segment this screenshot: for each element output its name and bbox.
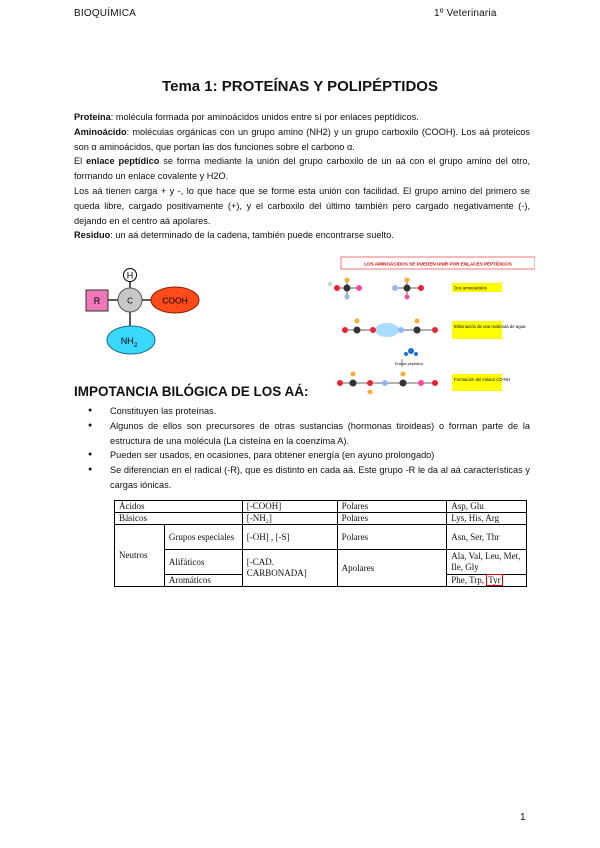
text-enlace-pre: El (74, 156, 87, 167)
cell-group: [-OH] , [-S] (242, 525, 337, 550)
text-enlace: se forma mediante la unión del grupo carboxilo de un aá con el grupo amino del otro, formando un enlace covalente y H2O. (74, 156, 530, 182)
intro-text (74, 110, 530, 243)
paragraph-residuo (74, 228, 530, 243)
examples-text: Phe, Trp, (451, 575, 487, 585)
molecule-1 (328, 278, 362, 300)
amino-acid-table (114, 500, 527, 587)
cell-label: Aromáticos (164, 575, 242, 587)
label-enlace-small: Enlace peptídico (395, 362, 424, 366)
molecule-row2 (342, 319, 438, 357)
cell-examples (447, 575, 527, 587)
cell-label: Ácidos (115, 501, 243, 513)
section-heading: IMPOTANCIA BILÓGICA DE LOS AÁ: (74, 384, 309, 399)
paragraph-enlace (74, 154, 530, 184)
term-aminoacido: Aminoácido (74, 126, 127, 137)
figure-title: LOS AMINOÁCIDOS SE PUEDEN UNIR POR ENLACES PEPTÍDICOS (364, 261, 512, 267)
amino-label-nh: NH (120, 336, 134, 346)
amino-acid-diagram (80, 262, 230, 362)
cell-group: [-CAD. CARBONADA] (242, 550, 337, 587)
cell-label: Básicos (115, 513, 243, 525)
cell-type: Polares (337, 501, 447, 513)
page-number: 1 (520, 812, 526, 823)
cell-group: [-COOH] (242, 501, 337, 513)
cell-examples: Asp, Glu (447, 501, 527, 513)
page-title: Tema 1: PROTEÍNAS Y POLIPÉPTIDOS (162, 78, 438, 95)
label-water-elimination-text: Eliminación de una molécula de agua (454, 324, 526, 329)
list-item: ● Se diferencian en el radical (-R), que es distinto en cada aá. Este grupo -R le da al aá características y cargas iónicas. (74, 463, 530, 493)
text-proteina: : molécula formada por aminoácidos unidos entre sí por enlaces peptídicos. (110, 112, 419, 122)
cell-label: Grupos especiales (164, 525, 242, 550)
cell-type: Apolares (337, 550, 447, 587)
carboxyl-label: COOH (162, 295, 188, 306)
amino-label-sub: 2 (133, 342, 138, 349)
molecule-2 (392, 278, 424, 300)
hydrogen-label: H (126, 270, 134, 281)
label-water-elimination (454, 324, 526, 329)
cell-group: [-NH₂] (242, 513, 337, 525)
r-group-label: R (93, 296, 101, 306)
list-item: ● Constituyen las proteínas. (74, 404, 530, 419)
cell-type: Polares (337, 525, 447, 550)
header-right: 1º Veterinaria (434, 8, 497, 19)
term-proteina: Proteína (74, 112, 111, 122)
label-two-aminoacids: Dos aminoácidos (454, 285, 487, 291)
table-row (115, 501, 527, 513)
list-item: ● Algunos de ellos son precursores de otras sustancias (hormonas tiroideas) o forman parte de la estructura de una molécula (La cisteína en la coenzima A). (74, 419, 530, 449)
paragraph-carga: Los aá tienen carga + y -, lo que hace que se forme esta unión con facilidad. El grupo amino del primero se queda libre, cargado positivamente (+), y el carboxilo del último también pero cargado negativamente (-), dejando en el centro aá apolares. (74, 185, 530, 226)
carbon-label: C (127, 296, 133, 306)
cell-examples: Ala, Val, Leu, Met, Ile, Gly (447, 550, 527, 575)
importance-list (74, 404, 530, 493)
peptide-bond-figure (325, 255, 535, 405)
text-residuo: : un aá determinado de la cadena, también puede encontrarse suelto. (110, 230, 394, 241)
cell-label: Alifáticos (164, 550, 242, 575)
text-aminoacido: : moléculas orgánicas con un grupo amino (NH2) y un grupo carboxilo (COOH). Los aá proteicos son α aminoácidos, que portan las dos funciones sobre el carbono α. (74, 126, 530, 152)
table-row (115, 525, 527, 550)
table-row (115, 513, 527, 525)
paragraph-aminoacido (74, 125, 530, 155)
table-row (115, 550, 527, 575)
term-residuo: Residuo (74, 230, 111, 241)
cell-type: Polares (337, 513, 447, 525)
molecule-row3 (337, 372, 438, 395)
paragraph-proteina (74, 110, 530, 125)
tyr-highlight: Tyr (488, 575, 501, 585)
cell-examples: Lys, His, Arg (447, 513, 527, 525)
list-item: ● Pueden ser usados, en ocasiones, para obtener energía (en ayuno prolongado) (74, 448, 530, 463)
cell-neutros: Neutros (115, 525, 165, 587)
header-left: BIOQUÍMICA (74, 8, 137, 19)
cell-examples: Asn, Ser, Thr (447, 525, 527, 550)
term-enlace: enlace peptídico (86, 156, 160, 167)
label-co-nh: Formación del enlace CO-NH (454, 377, 511, 382)
